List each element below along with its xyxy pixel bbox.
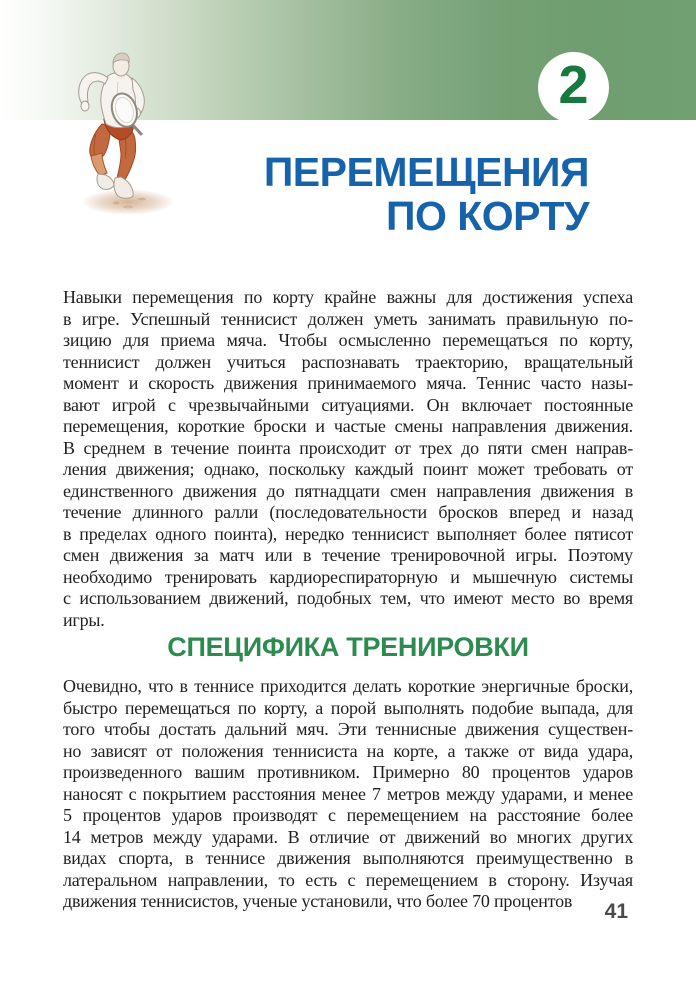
paragraph-line: момент и скорость движения принимаемого мяча. Теннис часто назы- [63, 373, 633, 393]
paragraph-line: ления движения; однако, поскольку каждый поинт может требовать от [63, 459, 633, 479]
running-player-illustration [58, 46, 184, 222]
chapter-title [264, 150, 589, 238]
intro-paragraph [63, 287, 633, 631]
paragraph-line: течение длинного ралли (последовательности бросков вперед и назад [63, 502, 633, 522]
paragraph-line: 14 метров между ударами. В отличие от движений во многих других [63, 826, 633, 847]
paragraph-line: видах спорта, в теннисе движения выполняются преимущественно в [63, 848, 633, 868]
paragraph-line: единственного движения до пятнадцати смен направления движения в [63, 480, 633, 501]
paragraph-line: но зависят от положения теннисиста на корте, а также от вида удара, [63, 740, 633, 761]
paragraph-line: в пределах одного поинта), нередко теннисист выполняет более пятисот [63, 523, 633, 544]
paragraph-line: произведенного вашим противником. Примерно 80 процентов ударов [63, 762, 633, 782]
page-number: 41 [604, 900, 628, 923]
section-heading: СПЕЦИФИКА ТРЕНИРОВКИ [167, 632, 529, 662]
paragraph-line: вают игрой с чрезвычайными ситуациями. Он включает постоянные [63, 394, 633, 415]
paragraph-line: зицию для приема мяча. Чтобы осмысленно перемещаться по корту, [63, 330, 633, 350]
chapter-number: 2 [558, 55, 589, 115]
paragraph-line: перемещения, короткие броски и частые смены направления движения. [63, 416, 633, 436]
paragraph-line: в игре. Успешный теннисист должен уметь занимать правильную по- [63, 308, 633, 329]
paragraph-line: смен движения за матч или в течение тренировочной игры. Поэтому [63, 545, 633, 565]
paragraph-line: 5 процентов ударов производят с перемещением на расстояние более [63, 805, 633, 825]
paragraph-line: Очевидно, что в теннисе приходится делать короткие энергичные броски, [63, 676, 633, 696]
paragraph-line: латеральном направлении, то есть с перемещением в сторону. Изучая [63, 869, 633, 890]
paragraph-line: быстро перемещаться по корту, а порой выполнять подобие выпада, для [63, 697, 633, 718]
paragraph-line: того чтобы достать дальний мяч. Эти теннисные движения существен- [63, 719, 633, 739]
chapter-title-line-1: ПЕРЕМЕЩЕНИЯ [263, 149, 589, 195]
paragraph-line: движения теннисистов, ученые установили, что более 70 процентов [63, 891, 573, 911]
paragraph-line: Навыки перемещения по корту крайне важны для достижения успеха [63, 287, 633, 307]
paragraph-line: с использованием движений, подобных тем, что имеют место во время [63, 588, 633, 608]
paragraph-line: необходимо тренировать кардиореспираторную и мышечную системы [63, 566, 633, 587]
chapter-number-badge [538, 52, 609, 123]
paragraph-line: наносят с покрытием расстояния менее 7 метров между ударами, и менее [63, 783, 633, 804]
paragraph-line: В среднем в течение поинта происходит от трех до пяти смен направ- [63, 437, 633, 458]
chapter-title-line-2: ПО КОРТУ [385, 193, 589, 239]
paragraph-line: игры. [63, 609, 105, 630]
section-paragraph [63, 676, 633, 913]
paragraph-line: теннисист должен учиться распознавать траекторию, вращательный [63, 351, 633, 372]
